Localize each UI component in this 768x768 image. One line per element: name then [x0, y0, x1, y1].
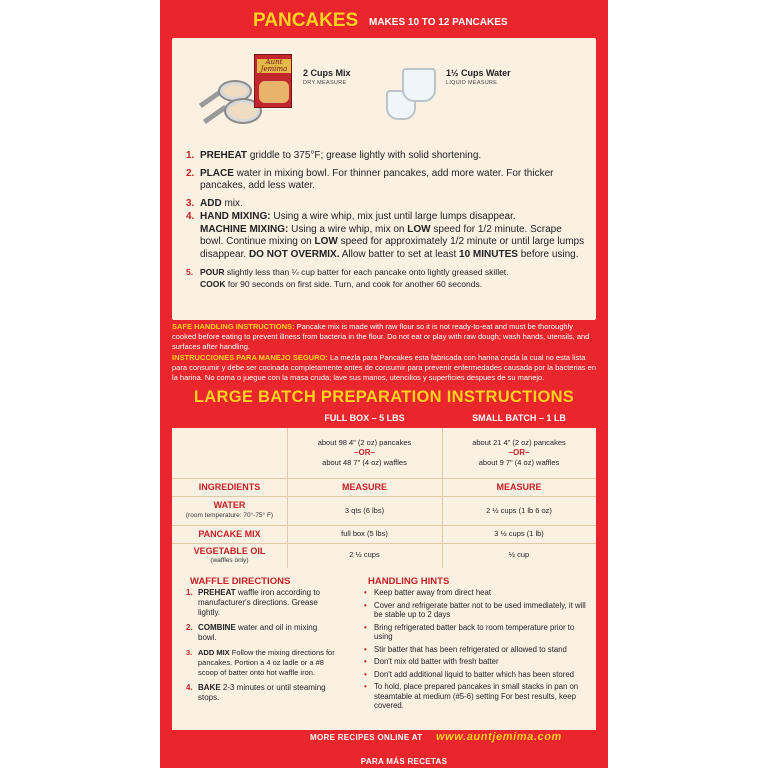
oil-small: ½ cup	[508, 550, 530, 559]
waffle-step-3: 3. ADD MIX Follow the mixing directions for pancakes. Portion a 4 oz ladle or a #8 scoop of batter onto hot waffle iron.	[186, 648, 335, 677]
full-yield-waffles: about 48 7" (4 oz) waffles	[322, 458, 407, 467]
safe-handling	[172, 322, 596, 384]
website-url[interactable]: www.auntjemima.com	[436, 731, 562, 743]
water-row-label: WATER	[213, 500, 246, 510]
ingredients-header: INGREDIENTS	[198, 482, 261, 492]
safe-handling-text: Pancake mix is made with raw flour so it is not ready-to-eat and must be thoroughly cooked before eating to prevent illness from bacteria in the flour. Do not eat or play with raw dough; wash hands, utensils, and surfaces after handling.	[172, 322, 590, 351]
manejo-seguro-text: La mezla para Pancakes esta fabricada con harina cruda la cual no esta lista para consumir y debe ser cocinada completamente antes de consumir para prevenir enfermedades causada por la bacterias en la harina. No coma o juegue con la masa cruda; lave sus manos, utencilios y superficies despues de su manejo.	[172, 353, 596, 382]
hint-item: • Stir batter that has been refrigerated or allowed to stand	[364, 645, 592, 655]
hint-item: • Don't add additional liquid to batter which has been stored	[364, 670, 592, 680]
oil-row-label: VEGETABLE OIL	[193, 546, 266, 556]
hint-item: • Bring refrigerated batter back to room temperature prior to using	[364, 623, 592, 642]
col-small-batch: SMALL BATCH – 1 LB	[472, 413, 566, 423]
water-small: 2 ½ cups (1 lb 6 oz)	[486, 506, 552, 515]
handling-hints-list	[364, 588, 592, 714]
pancake-steps	[186, 150, 586, 295]
manejo-seguro-label: INSTRUCCIONES PARA MANEJO SEGURO:	[172, 353, 328, 362]
large-batch-title: LARGE BATCH PREPARATION INSTRUCTIONS	[193, 388, 575, 406]
oil-full: 2 ½ cups	[349, 550, 380, 559]
measure-header-small: MEASURE	[496, 482, 542, 492]
measure-header-full: MEASURE	[341, 482, 387, 492]
header	[160, 8, 608, 36]
small-yield-pancakes: about 21 4" (2 oz) pancakes	[472, 438, 566, 447]
col-full-box: FULL BOX – 5 LBS	[324, 413, 405, 423]
hint-item: • Don't mix old batter with fresh batter	[364, 657, 592, 667]
water-amount: 1½ Cups Water	[446, 68, 511, 78]
oil-row-sub: (waffles only)	[210, 557, 249, 564]
handling-hints-title: HANDLING HINTS	[368, 576, 450, 587]
recipe-title: PANCAKES	[253, 10, 359, 31]
mix-box-icon	[254, 54, 292, 108]
mix-sub: DRY MEASURE	[303, 80, 347, 86]
full-yield-pancakes: about 98 4" (2 oz) pancakes	[317, 438, 412, 447]
safe-handling-label: SAFE HANDLING INSTRUCTIONS:	[172, 322, 295, 331]
waffle-step-1: 1. PREHEAT waffle iron according to manufacturer's directions. Grease lightly.	[186, 588, 320, 617]
step-3: 3. ADD mix.	[186, 197, 243, 209]
footer-spanish	[160, 751, 608, 768]
small-or: –OR–	[508, 448, 530, 457]
mix-row-label: PANCAKE MIX	[198, 529, 261, 539]
water-sub: LIQUID MEASURE	[446, 80, 498, 86]
mix-small: 3 ½ cups (1 lb)	[494, 529, 544, 538]
mix-full: full box (5 lbs)	[341, 529, 388, 538]
hint-item: • To hold, place prepared pancakes in small stacks in pan on steamtable at medium (#5-6) setting For best results, keep covered.	[364, 682, 592, 711]
waffle-and-hints-panel	[172, 568, 596, 730]
large-batch-table	[172, 412, 596, 568]
waffle-step-4: 4. BAKE 2-3 minutes or until steaming stops.	[186, 683, 326, 702]
waffle-directions-title: WAFFLE DIRECTIONS	[190, 576, 291, 587]
hint-item: • Cover and refrigerate batter not to be used immediately, it will be stable up to 2 days	[364, 601, 592, 620]
water-full: 3 qts (6 lbs)	[344, 506, 385, 515]
step-5: 5. POUR slightly less than ¼ cup batter for each pancake onto lightly greased skillet. COOK for 90 seconds on first side. Turn, and cook for another 60 seconds.	[186, 267, 509, 289]
mix-amount: 2 Cups Mix	[303, 68, 351, 78]
table-body	[172, 428, 596, 586]
box-brand-logo: Aunt Jemima	[257, 59, 291, 73]
recipe-yield: MAKES 10 TO 12 PANCAKES	[369, 17, 508, 28]
full-or: –OR–	[354, 448, 375, 457]
product-box-panel	[160, 0, 608, 768]
step-1: 1. PREHEAT griddle to 375°F; grease lightly with solid shortening.	[186, 150, 482, 161]
mas-recetas-text: PARA MÁS RECETAS	[360, 757, 448, 766]
footer-recipes	[160, 733, 608, 745]
water-row-sub: (room temperature: 70°-75° F)	[185, 512, 274, 519]
hint-item: • Keep batter away from direct heat	[364, 588, 592, 598]
small-yield-waffles: about 9 7" (4 oz) waffles	[478, 458, 560, 467]
waffle-step-2: 2. COMBINE water and oil in mixing bowl.	[186, 623, 318, 642]
step-2: 2. PLACE water in mixing bowl. For thinner pancakes, add more water. For thicker pancakes, add less water.	[186, 167, 554, 191]
step-4: 4. HAND MIXING: Using a wire whip, mix just until large lumps disappear. MACHINE MIXING: Using a wire whip, mix on LOW speed for 1/2 minute. Scrape bowl. Continue mixing on LOW speed for approximately 1/2 minute or until large lumps disappear. DO NOT OVERMIX. Allow batter to set at least 10 MINUTES before using.	[186, 211, 585, 260]
waffle-steps	[186, 588, 336, 708]
more-recipes-text: MORE RECIPES ONLINE AT	[310, 733, 423, 742]
